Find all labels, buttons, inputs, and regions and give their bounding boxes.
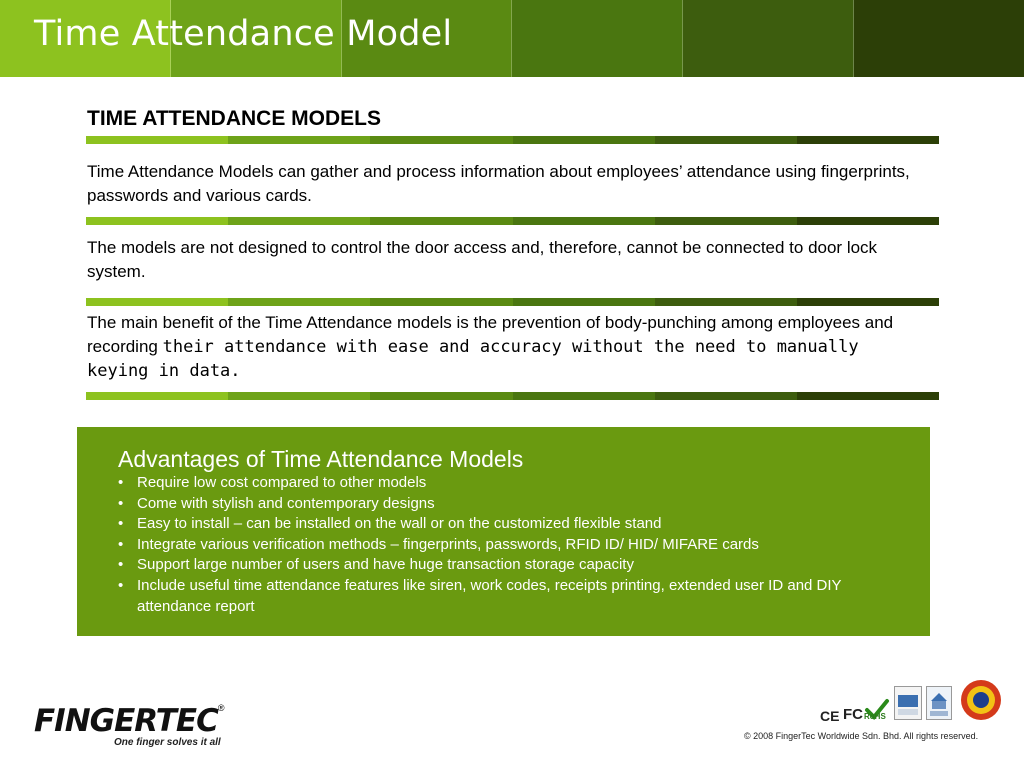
logo-tagline: One finger solves it all xyxy=(114,737,221,748)
rohs-label: RoHS xyxy=(864,712,886,721)
certification-badge-icon xyxy=(894,686,922,720)
banner-segment xyxy=(683,0,854,77)
advantages-list xyxy=(118,473,908,617)
bullet: • xyxy=(118,515,124,533)
bullet: • xyxy=(118,494,124,512)
main-benefit-text: The main benefit of the Time Attendance models is the prevention of body-punching among employees and recording xyxy=(87,313,894,356)
copyright-text: © 2008 FingerTec Worldwide Sdn. Bhd. All rights reserved. xyxy=(744,731,979,741)
list-item xyxy=(118,494,908,515)
divider-stripe xyxy=(86,136,939,144)
page-title: Time Attendance Model xyxy=(34,14,453,54)
list-item xyxy=(118,576,908,617)
bullet: • xyxy=(118,535,124,553)
list-item xyxy=(118,514,908,535)
paragraph-door-access: The models are not designed to control the door access and, therefore, cannot be connected to door lock system. xyxy=(87,238,878,281)
banner-segment xyxy=(854,0,1024,77)
bullet: • xyxy=(118,474,124,491)
paragraph-main-benefit xyxy=(87,311,927,383)
divider-stripe xyxy=(86,217,939,225)
bullet: • xyxy=(118,576,124,594)
registered-mark: ® xyxy=(217,703,225,713)
main-benefit-text-continued: their attendance with ease and accuracy without the need to manually keying in data. xyxy=(87,337,859,381)
list-item-text: Come with stylish and contemporary designs xyxy=(137,494,435,512)
bullet: • xyxy=(118,556,124,574)
list-item-text: Support large number of users and have huge transaction storage capacity xyxy=(137,556,634,574)
list-item-text: Easy to install – can be installed on the wall or on the customized flexible stand xyxy=(137,515,662,533)
list-item xyxy=(118,555,908,576)
list-item-text: Include useful time attendance features like siren, work codes, receipts printing, extended user ID and DIY attendance report xyxy=(137,576,842,615)
banner-segment xyxy=(512,0,683,77)
section-heading: TIME ATTENDANCE MODELS xyxy=(87,107,381,130)
list-item-text: Require low cost compared to other models xyxy=(137,474,427,491)
logo-wordmark: FINGERTEC xyxy=(34,703,218,739)
advantages-box xyxy=(77,427,930,636)
list-item xyxy=(118,535,908,556)
fcc-mark-icon: FC xyxy=(843,706,863,723)
advantages-title: Advantages of Time Attendance Models xyxy=(118,446,524,472)
made-in-malaysia-badge-icon xyxy=(959,679,1004,721)
ce-mark-icon: CE xyxy=(820,708,840,724)
divider-stripe xyxy=(86,392,939,400)
certification-badge-icon xyxy=(926,686,952,720)
fingertec-logo xyxy=(34,703,234,748)
paragraph-capabilities: Time Attendance Models can gather and process information about employees’ attendance using fingerprints, passwords and various cards. xyxy=(87,162,910,205)
divider-stripe xyxy=(86,298,939,306)
list-item xyxy=(118,473,908,494)
list-item-text: Integrate various verification methods – fingerprints, passwords, RFID ID/ HID/ MIFARE cards xyxy=(137,535,759,553)
